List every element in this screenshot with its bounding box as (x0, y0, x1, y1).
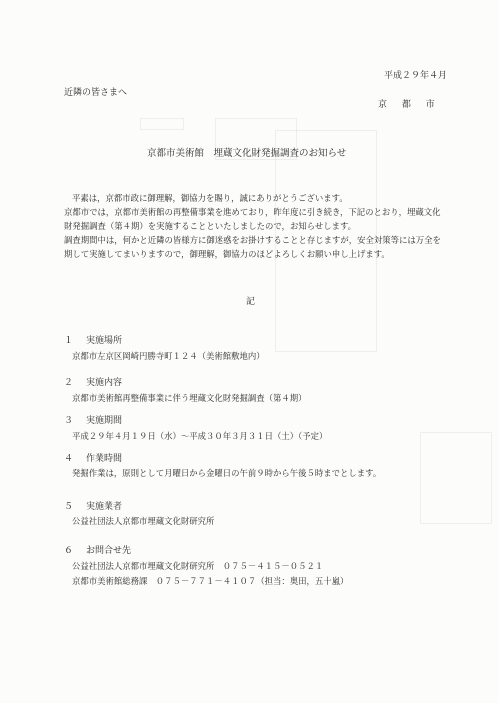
sender-name: 京 都 市 (378, 100, 441, 110)
addressee: 近隣の皆さまへ (64, 88, 128, 98)
greeting-paragraph: 平素は，京都市政に御理解，御協力を賜り，誠にありがとうございます。 (72, 193, 348, 203)
item-number: ２ (64, 378, 74, 388)
show-through-mark (420, 432, 492, 524)
item-line: 京都市左京区岡崎円勝寺町１２４（美術館敷地内） (72, 351, 265, 361)
item-heading: お問合せ先 (86, 546, 132, 556)
item-number: ４ (64, 454, 74, 464)
ki-heading: 記 (246, 297, 256, 307)
item-number: ６ (64, 546, 74, 556)
item-heading: 実施期間 (86, 416, 123, 426)
item-heading: 作業時間 (86, 454, 123, 464)
item-heading: 実施内容 (86, 378, 123, 388)
notice-date: 平成２９年４月 (384, 71, 448, 81)
item-line: 平成２９年４月１９日（水）～平成３０年３月３１日（土）（予定） (72, 431, 328, 441)
show-through-mark (140, 118, 184, 130)
document-title: 京都市美術館 埋蔵文化財発掘調査のお知らせ (147, 148, 347, 159)
item-number: ５ (64, 502, 74, 512)
item-line: 公益社団法人京都市埋蔵文化財研究所 (72, 516, 215, 526)
item-line: 発掘作業は，原則として月曜日から金曜日の午前９時から午後５時までとします。 (72, 468, 382, 478)
item-number: １ (64, 336, 74, 346)
purpose-paragraph: 京都市では，京都市美術館の再整備事業を進めており，昨年度に引き続き，下記のとおり，埋蔵文化財発掘調査（第４期）を実施することといたしましたので，お知らせします。 (64, 207, 441, 231)
item-line: 公益社団法人京都市埋蔵文化財研究所 ０７５－４１５－０５２１ (72, 561, 324, 571)
item-line: 京都市美術館再整備事業に伴う埋蔵文化財発掘調査（第４期） (72, 393, 307, 403)
item-line: 京都市美術館総務課 ０７５－７７１－４１０７（担当：奥田，五十嵐） (72, 576, 349, 586)
item-heading: 実施業者 (86, 502, 123, 512)
item-heading: 実施場所 (86, 336, 123, 346)
request-paragraph: 調査期間中は，何かと近隣の皆様方に御迷惑をお掛けすることと存じますが，安全対策等には万全を期して実施してまいりますので，御理解，御協力のほどよろしくお願い申し上げます。 (64, 235, 441, 259)
item-number: ３ (64, 416, 74, 426)
